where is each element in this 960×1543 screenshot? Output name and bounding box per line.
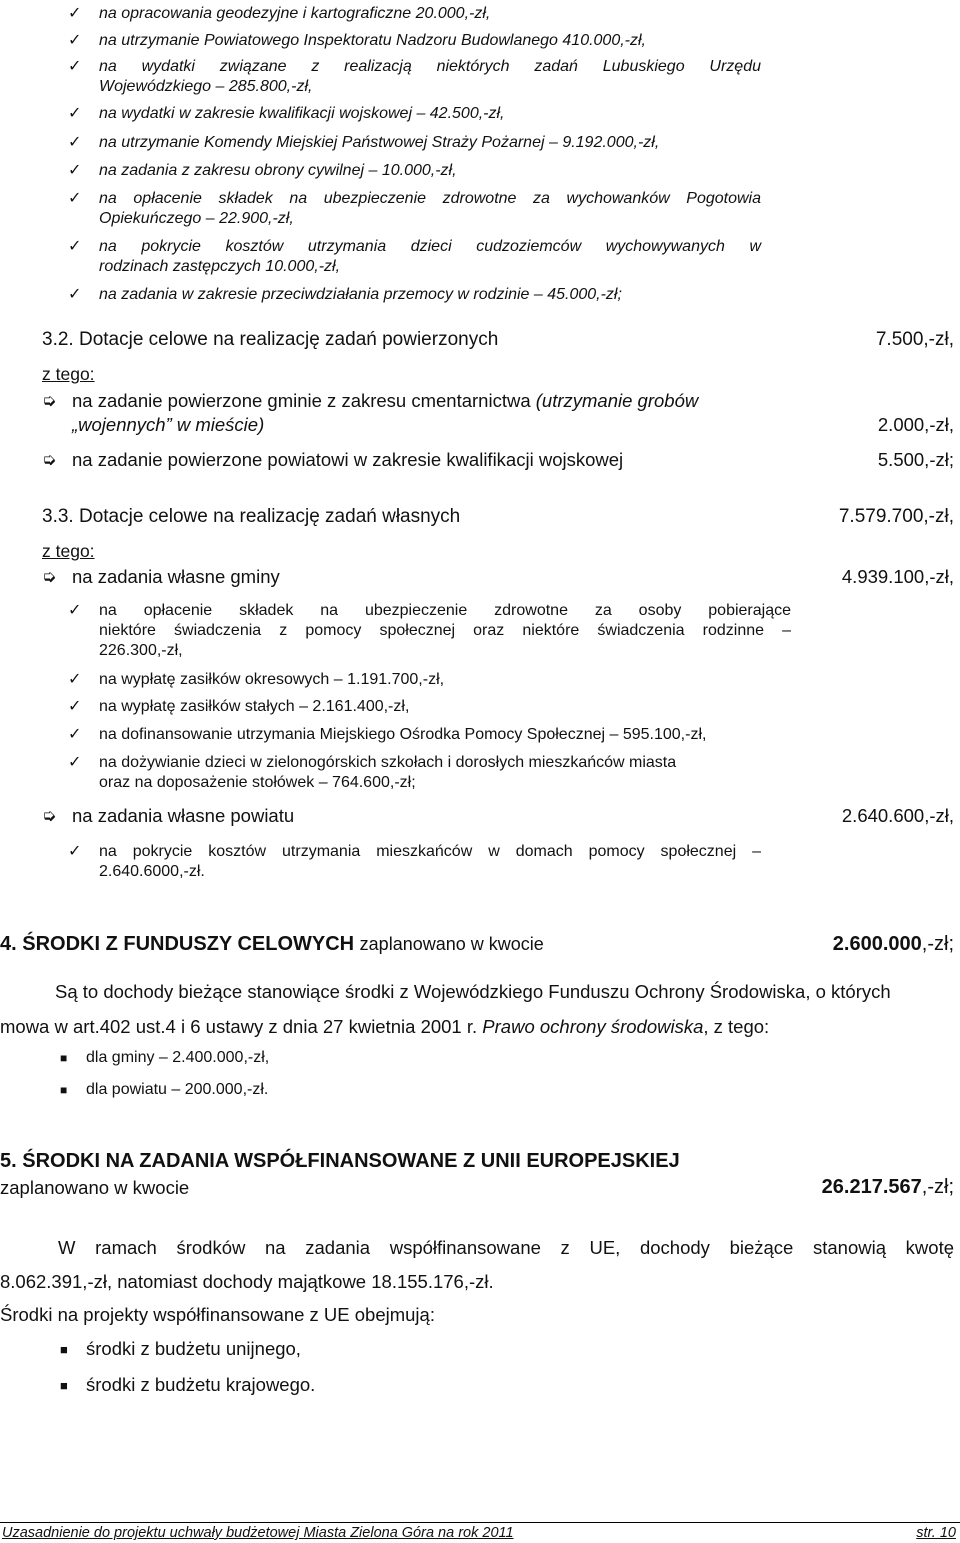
list-item: dla gminy – 2.400.000,-zł, — [86, 1049, 270, 1066]
check-icon: ✓ — [68, 190, 82, 207]
list-item-text: na zadania z zakresu obrony cywilnej – 10.000,-zł, — [99, 162, 457, 179]
list-item-text-cont: Wojewódzkiego – 285.800,-zł, — [99, 78, 313, 95]
page-number: str. 10 — [916, 1525, 956, 1541]
list-item-text: na opracowania geodezyjne i kartograficzne 20.000,-zł, — [99, 5, 491, 22]
list-item: na zadanie powierzone gminie z zakresu cmentarnictwa (utrzymanie grobów „wojennych” w mieście) — [72, 390, 699, 435]
check-icon: ✓ — [68, 726, 82, 743]
section-title: Dotacje celowe na realizację zadań powierzonych — [78, 329, 499, 350]
paragraph-line: W ramach środków na zadania współfinansowane z UE, dochody bieżące stanowią kwotę — [58, 1237, 954, 1258]
subsection-amount: 2.640.600,-zł, — [841, 805, 954, 826]
check-icon: ✓ — [68, 134, 82, 151]
hand-arrow-icon: ➭ — [42, 567, 57, 586]
check-icon: ✓ — [68, 754, 82, 771]
check-icon: ✓ — [68, 32, 82, 49]
section-5-heading — [0, 1148, 680, 1174]
subsection-amount: 4.939.100,-zł, — [841, 566, 954, 587]
list-item-text: na dofinansowanie utrzymania Miejskiego Ośrodka Pomocy Społecznej – 595.100,-zł, — [99, 726, 707, 743]
list-item-text-cont: oraz na doposażenie stołówek – 764.600,-zł; — [99, 774, 416, 791]
section-4-heading — [0, 931, 544, 957]
check-icon: ✓ — [68, 843, 82, 860]
section-subtitle: zaplanowano w kwocie — [0, 1177, 190, 1198]
hand-arrow-icon: ➭ — [42, 806, 57, 825]
section-3-3-heading — [42, 505, 460, 529]
list-item-text: na utrzymanie Komendy Miejskiej Państwowej Straży Pożarnej – 9.192.000,-zł, — [99, 134, 660, 151]
list-item-text: na zadania w zakresie przeciwdziałania przemocy w rodzinie – 45.000,-zł; — [99, 286, 622, 303]
list-item-text: na opłacenie składek na ubezpieczenie zdrowotne za osoby pobierające — [99, 602, 791, 619]
hand-arrow-icon: ➭ — [42, 450, 57, 469]
check-icon: ✓ — [68, 671, 82, 688]
item-amount: 2.000,-zł, — [877, 414, 954, 435]
paragraph-line: 8.062.391,-zł, natomiast dochody majątkowe 18.155.176,-zł. — [0, 1271, 494, 1292]
list-item: dla powiatu – 200.000,-zł. — [86, 1081, 269, 1098]
subsection-label: na zadania własne powiatu — [72, 805, 295, 826]
section-number: 3.3. — [42, 506, 74, 527]
section-amount: 7.500,-zł, — [875, 329, 954, 350]
list-item-text: na opłacenie składek na ubezpieczenie zdrowotne za wychowanków Pogotowia — [99, 190, 761, 207]
item-amount: 5.500,-zł; — [877, 449, 954, 470]
z-tego-label: z tego: — [42, 364, 95, 384]
check-icon: ✓ — [68, 698, 82, 715]
section-number: 5. — [0, 1150, 17, 1172]
section-amount: 26.217.567,-zł; — [821, 1176, 954, 1198]
list-item-text-cont: Opiekuńczego – 22.900,-zł, — [99, 210, 294, 227]
section-suffix: zaplanowano w kwocie — [359, 934, 544, 954]
square-bullet-icon: ■ — [60, 1378, 68, 1393]
square-bullet-icon: ■ — [60, 1083, 68, 1097]
square-bullet-icon: ■ — [60, 1051, 68, 1065]
list-item-text: na dożywianie dzieci w zielonogórskich szkołach i dorosłych mieszkańców miasta — [99, 754, 677, 771]
paragraph-line: mowa w art.402 ust.4 i 6 ustawy z dnia 27 kwietnia 2001 r. Prawo ochrony środowiska, z tego: — [0, 1016, 770, 1037]
section-amount: 2.600.000,-zł; — [832, 933, 954, 955]
section-3-2-heading — [42, 328, 498, 352]
check-icon: ✓ — [68, 286, 82, 303]
list-item-text: na pokrycie kosztów utrzymania mieszkańców w domach pomocy społecznej – — [99, 843, 761, 860]
paragraph-line: Środki na projekty współfinansowane z UE obejmują: — [0, 1304, 435, 1325]
list-item-text: na utrzymanie Powiatowego Inspektoratu Nadzoru Budowlanego 410.000,-zł, — [99, 32, 646, 49]
footer-title: Uzasadnienie do projektu uchwały budżetowej Miasta Zielona Góra na rok 2011 — [2, 1525, 514, 1541]
list-item-text-cont: niektóre świadczenia z pomocy społecznej oraz niektóre świadczenia rodzinne – — [99, 622, 791, 639]
section-number: 4. — [0, 933, 17, 955]
list-item: środki z budżetu krajowego. — [86, 1374, 316, 1395]
list-item-text: na wydatki związane z realizacją niektórych zadań Lubuskiego Urzędu — [99, 58, 761, 75]
hand-arrow-icon: ➭ — [42, 391, 57, 410]
list-item-text: na wypłatę zasiłków okresowych – 1.191.700,-zł, — [99, 671, 445, 688]
check-icon: ✓ — [68, 105, 82, 122]
check-icon: ✓ — [68, 5, 82, 22]
list-item: środki z budżetu unijnego, — [86, 1338, 301, 1359]
list-item-text: na pokrycie kosztów utrzymania dzieci cudzoziemców wychowywanych w — [99, 238, 761, 255]
section-number: 3.2. — [42, 329, 74, 350]
list-item-text: na wypłatę zasiłków stałych – 2.161.400,-zł, — [99, 698, 410, 715]
check-icon: ✓ — [68, 602, 82, 619]
square-bullet-icon: ■ — [60, 1342, 68, 1357]
section-title: Dotacje celowe na realizację zadań własnych — [78, 506, 461, 527]
check-icon: ✓ — [68, 58, 82, 75]
subsection-label: na zadania własne gminy — [72, 566, 280, 587]
footer-divider — [0, 1522, 960, 1523]
section-amount: 7.579.700,-zł, — [838, 506, 954, 527]
check-icon: ✓ — [68, 238, 82, 255]
list-item-text: na wydatki w zakresie kwalifikacji wojskowej – 42.500,-zł, — [99, 105, 505, 122]
list-item-text-cont: 2.640.6000,-zł. — [99, 863, 205, 880]
list-item-text-cont: rodzinach zastępczych 10.000,-zł, — [99, 258, 341, 275]
section-title: ŚRODKI NA ZADANIA WSPÓŁFINANSOWANE Z UNII EUROPEJSKIEJ — [22, 1150, 680, 1172]
list-item: na zadanie powierzone powiatowi w zakresie kwalifikacji wojskowej — [72, 449, 624, 470]
paragraph-line: Są to dochody bieżące stanowiące środki z Wojewódzkiego Funduszu Ochrony Środowiska, o których — [55, 981, 891, 1002]
list-item-text-cont: 226.300,-zł, — [99, 642, 183, 659]
z-tego-label: z tego: — [42, 541, 95, 561]
check-icon: ✓ — [68, 162, 82, 179]
section-title: ŚRODKI Z FUNDUSZY CELOWYCH — [22, 933, 355, 955]
